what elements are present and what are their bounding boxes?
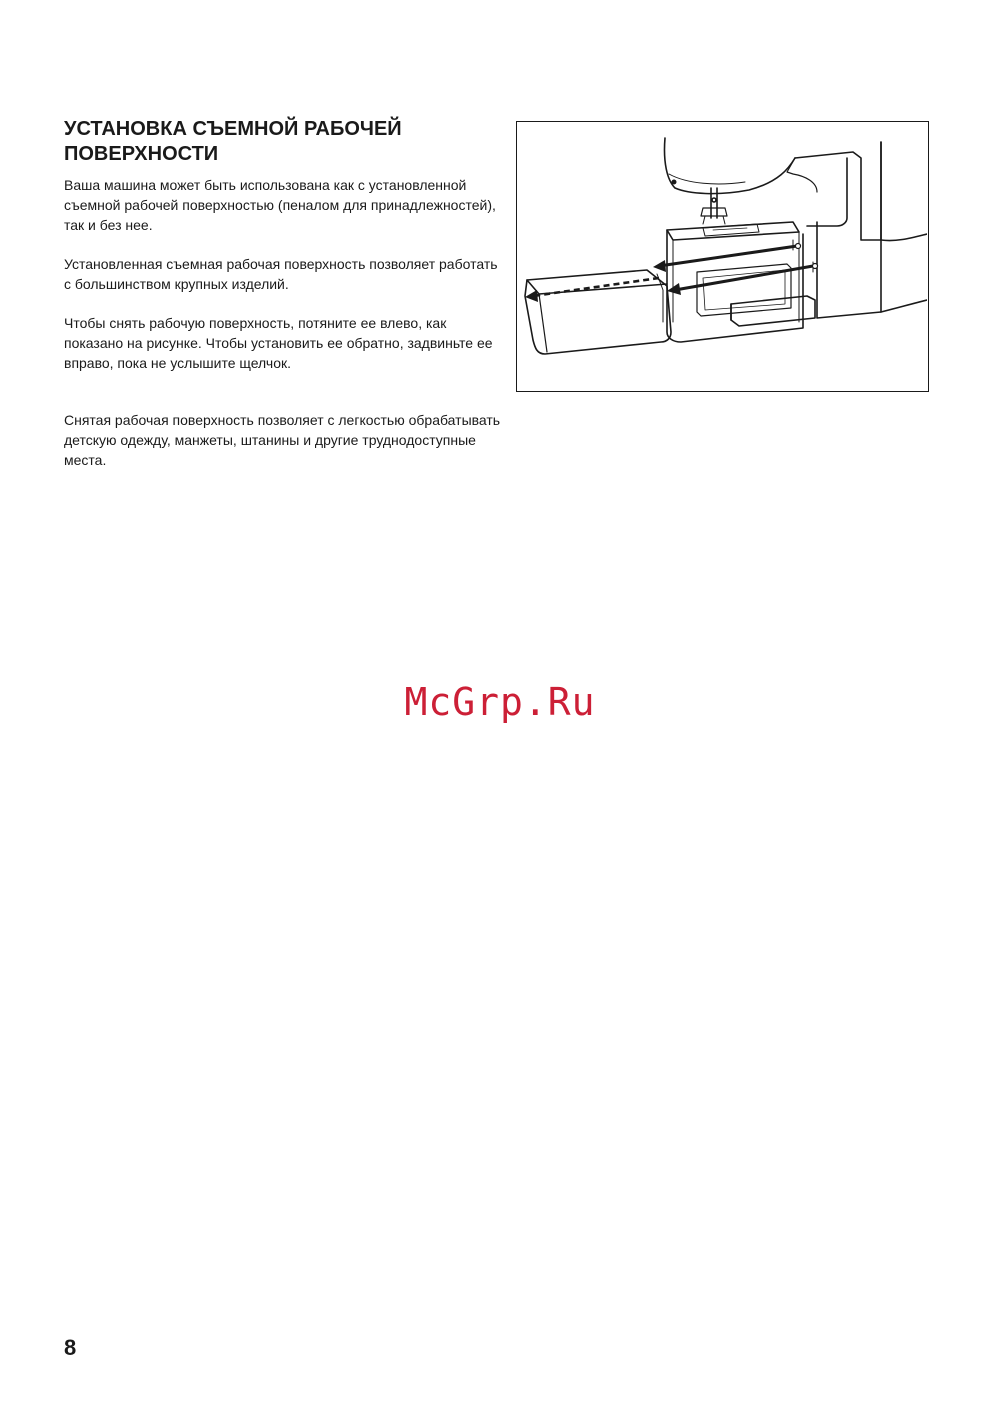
paragraph-large-items: Установленная съемная рабочая поверхность позволяет работать с большинством крупных изделий. [64, 256, 498, 292]
paragraph-free-arm: Снятая рабочая поверхность позволяет с легкостью обрабатывать детскую одежду, манжеты, штанины и другие труднодоступные места. [64, 412, 501, 468]
section-title: УСТАНОВКА СЪЕМНОЙ РАБОЧЕЙ ПОВЕРХНОСТИ [64, 118, 402, 165]
watermark: McGrp.Ru [404, 680, 596, 724]
sewing-machine-extension-table-illustration-icon [517, 122, 927, 390]
page-number: 8 [64, 1335, 77, 1360]
paragraph-usage: Ваша машина может быть использована как с установленной съемной рабочей поверхностью (пеналом для принадлежностей), так и без нее. [64, 177, 496, 233]
paragraph-remove-install: Чтобы снять рабочую поверхность, потяните ее влево, как показано на рисунке. Чтобы установить ее обратно, задвиньте ее вправо, пока не услышите щелчок. [64, 315, 493, 371]
extension-table-figure [516, 121, 929, 392]
